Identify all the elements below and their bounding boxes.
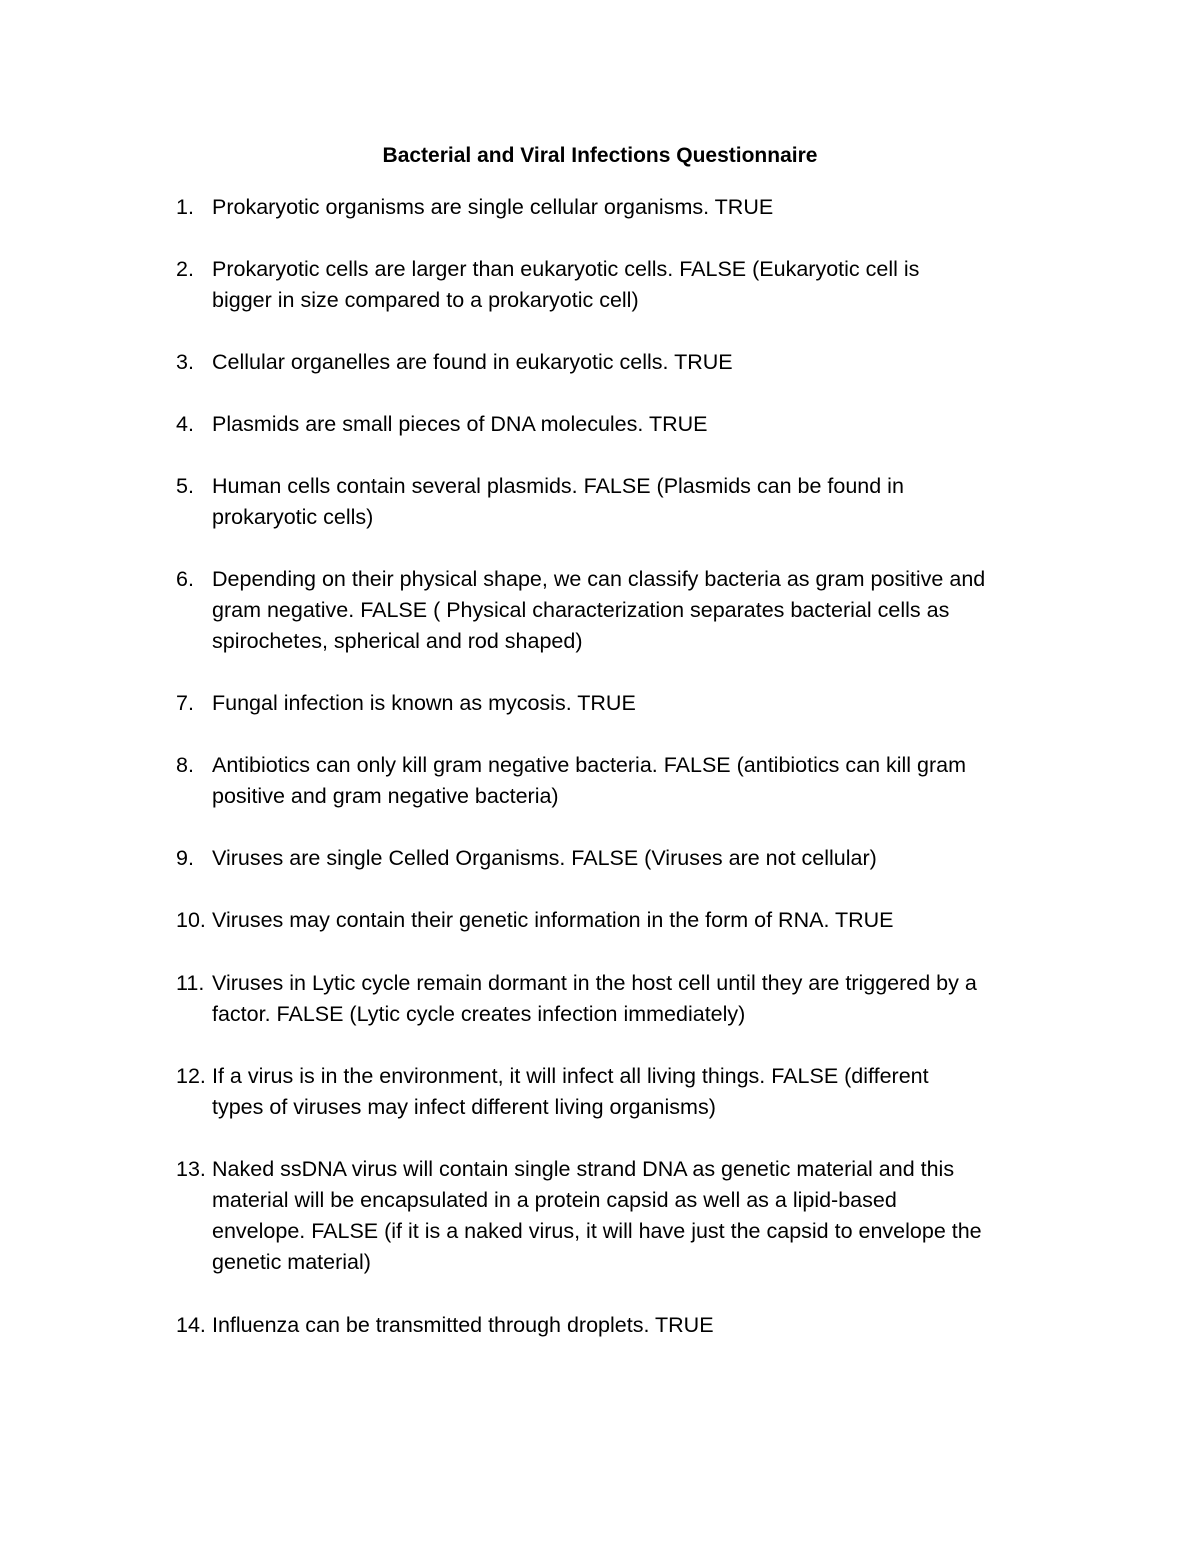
question-text	[212, 905, 1072, 936]
question-line: Influenza can be transmitted through droplets. TRUE	[212, 1313, 714, 1337]
question-text	[212, 968, 1072, 1030]
question-text	[212, 347, 1072, 378]
question-line: Viruses may contain their genetic information in the form of RNA. TRUE	[212, 908, 894, 932]
question-text	[212, 564, 1072, 657]
question-number: 10.	[176, 908, 206, 932]
question-line: spirochetes, spherical and rod shaped)	[212, 629, 583, 653]
question-line: Viruses in Lytic cycle remain dormant in the host cell until they are triggered by a	[212, 971, 977, 995]
question-number: 5.	[176, 474, 194, 498]
question-line: Antibiotics can only kill gram negative bacteria. FALSE (antibiotics can kill gram	[212, 753, 967, 777]
question-line: Cellular organelles are found in eukaryotic cells. TRUE	[212, 350, 733, 374]
question-line: Naked ssDNA virus will contain single strand DNA as genetic material and this	[212, 1157, 955, 1181]
question-line: material will be encapsulated in a protein capsid as well as a lipid-based	[212, 1188, 897, 1212]
question-line: bigger in size compared to a prokaryotic cell)	[212, 288, 639, 312]
question-number: 11.	[176, 971, 205, 995]
question-line: Prokaryotic organisms are single cellular organisms. TRUE	[212, 195, 774, 219]
question-text	[212, 688, 1072, 719]
question-line: types of viruses may infect different living organisms)	[212, 1095, 716, 1119]
document-title: Bacterial and Viral Infections Questionnaire	[382, 144, 818, 167]
question-line: positive and gram negative bacteria)	[212, 784, 559, 808]
question-text	[212, 1061, 1072, 1123]
question-number: 9.	[176, 846, 194, 870]
question-number: 4.	[176, 412, 194, 436]
question-text	[212, 254, 1072, 316]
question-line: Depending on their physical shape, we can classify bacteria as gram positive and	[212, 567, 986, 591]
question-line: Prokaryotic cells are larger than eukaryotic cells. FALSE (Eukaryotic cell is	[212, 257, 920, 281]
question-text	[212, 409, 1072, 440]
question-text	[212, 1154, 1072, 1278]
question-line: genetic material)	[212, 1250, 371, 1274]
question-text	[212, 471, 1072, 533]
question-number: 6.	[176, 567, 194, 591]
question-line: Human cells contain several plasmids. FALSE (Plasmids can be found in	[212, 474, 904, 498]
question-number: 13.	[176, 1157, 206, 1181]
question-number: 7.	[176, 691, 194, 715]
question-line: Fungal infection is known as mycosis. TRUE	[212, 691, 636, 715]
question-number: 2.	[176, 257, 194, 281]
question-text	[212, 1310, 1072, 1341]
question-line: gram negative. FALSE ( Physical characterization separates bacterial cells as	[212, 598, 950, 622]
question-text	[212, 192, 1072, 223]
question-line: prokaryotic cells)	[212, 505, 374, 529]
question-line: Viruses are single Celled Organisms. FALSE (Viruses are not cellular)	[212, 846, 877, 870]
question-number: 14.	[176, 1313, 206, 1337]
question-line: If a virus is in the environment, it will infect all living things. FALSE (different	[212, 1064, 929, 1088]
question-text	[212, 750, 1072, 812]
question-text	[212, 843, 1072, 874]
question-line: Plasmids are small pieces of DNA molecules. TRUE	[212, 412, 708, 436]
question-number: 1.	[176, 195, 194, 219]
question-line: factor. FALSE (Lytic cycle creates infection immediately)	[212, 1002, 746, 1026]
question-number: 3.	[176, 350, 194, 374]
question-number: 8.	[176, 753, 194, 777]
question-line: envelope. FALSE (if it is a naked virus, it will have just the capsid to envelope the	[212, 1219, 982, 1243]
question-number: 12.	[176, 1064, 206, 1088]
